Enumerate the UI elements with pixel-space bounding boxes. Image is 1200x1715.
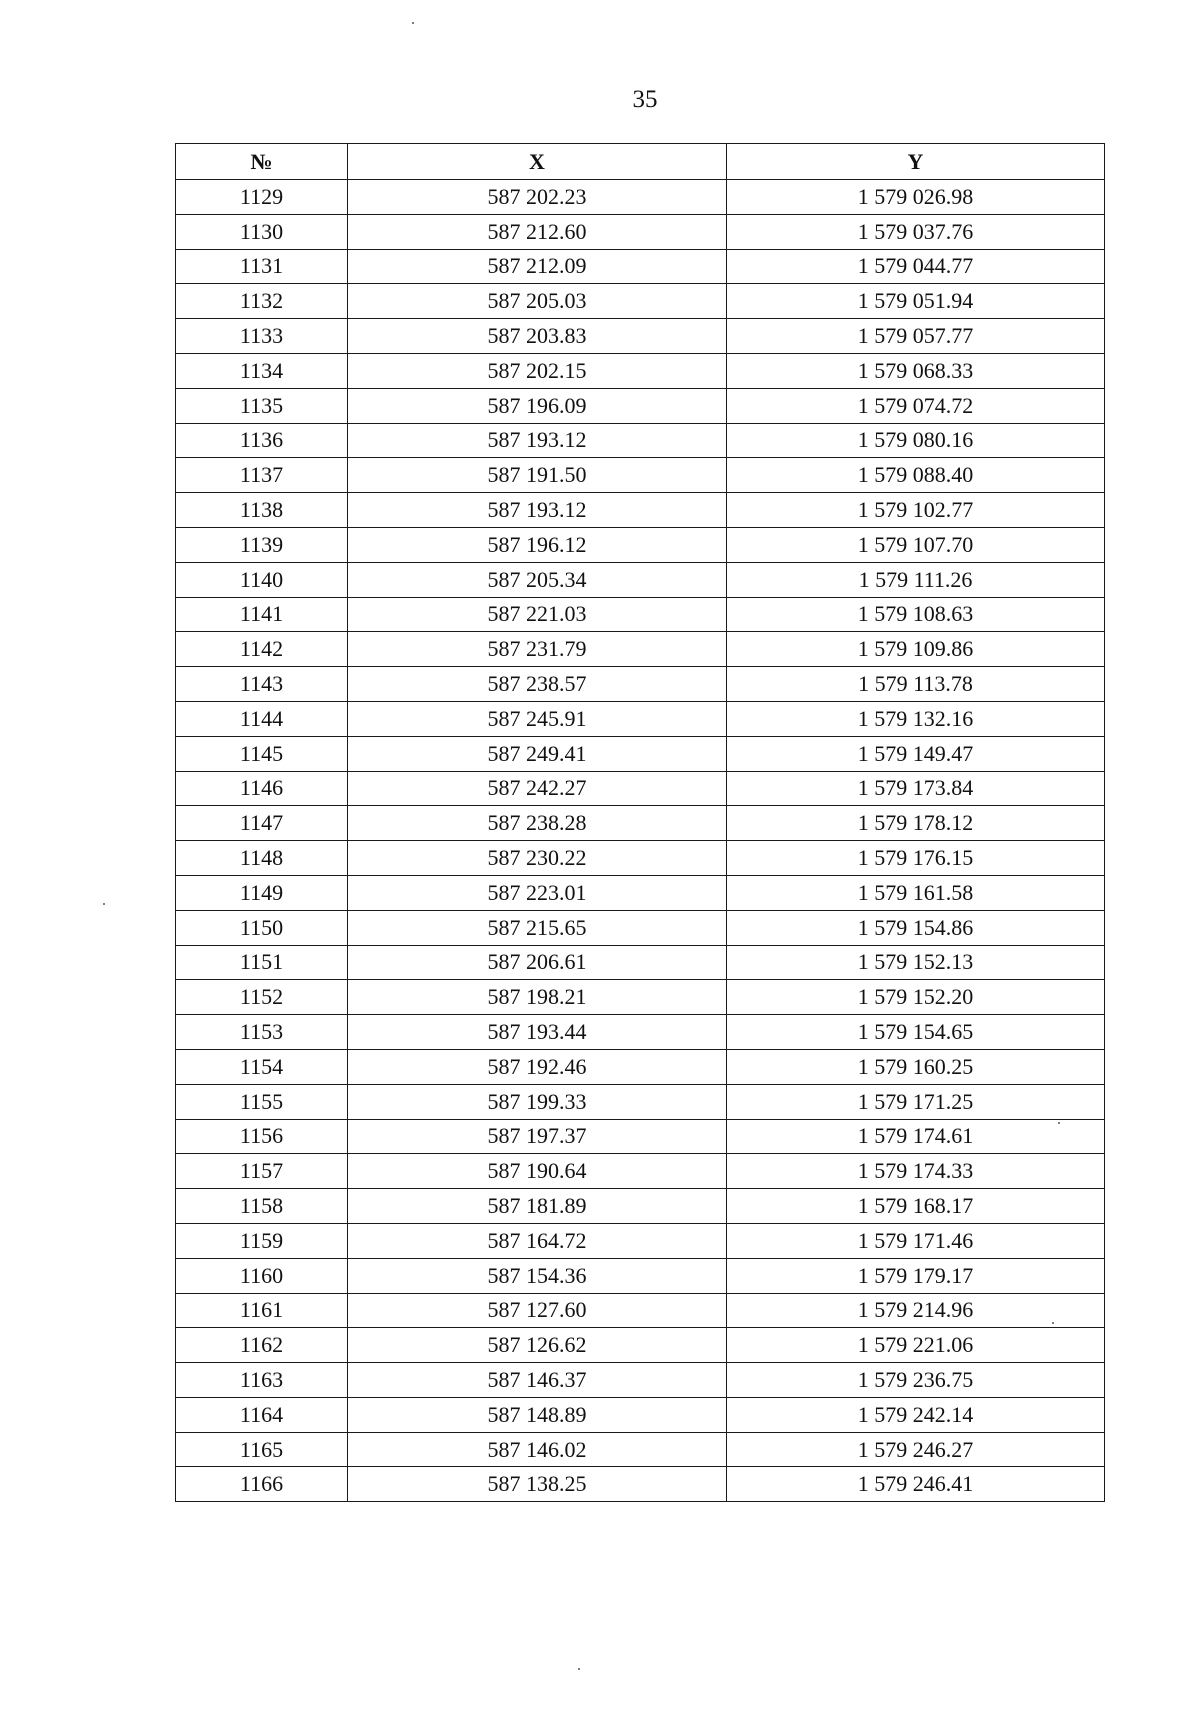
- cell-y: 1 579 111.26: [727, 562, 1105, 597]
- table-row: [176, 910, 1105, 945]
- cell-number: 1148: [176, 841, 348, 876]
- table-row: [176, 875, 1105, 910]
- cell-y: 1 579 113.78: [727, 667, 1105, 702]
- cell-x: 587 146.02: [348, 1432, 727, 1467]
- cell-number: 1133: [176, 319, 348, 354]
- cell-x: 587 198.21: [348, 980, 727, 1015]
- cell-y: 1 579 080.16: [727, 423, 1105, 458]
- cell-y: 1 579 152.20: [727, 980, 1105, 1015]
- cell-y: 1 579 154.65: [727, 1015, 1105, 1050]
- cell-number: 1151: [176, 945, 348, 980]
- cell-x: 587 202.23: [348, 180, 727, 215]
- scan-speck: [1052, 1322, 1054, 1324]
- cell-x: 587 126.62: [348, 1328, 727, 1363]
- table-row: [176, 1154, 1105, 1189]
- cell-number: 1146: [176, 771, 348, 806]
- cell-number: 1143: [176, 667, 348, 702]
- cell-number: 1162: [176, 1328, 348, 1363]
- table-row: [176, 180, 1105, 215]
- coordinates-table: [175, 143, 1105, 1502]
- cell-x: 587 196.09: [348, 388, 727, 423]
- cell-number: 1138: [176, 493, 348, 528]
- cell-number: 1141: [176, 597, 348, 632]
- cell-number: 1153: [176, 1015, 348, 1050]
- scan-speck: [412, 22, 414, 24]
- cell-number: 1142: [176, 632, 348, 667]
- cell-x: 587 205.03: [348, 284, 727, 319]
- table-row: [176, 806, 1105, 841]
- cell-y: 1 579 154.86: [727, 910, 1105, 945]
- cell-number: 1166: [176, 1467, 348, 1502]
- cell-x: 587 249.41: [348, 736, 727, 771]
- header-number: №: [176, 144, 348, 180]
- scan-speck: [103, 903, 105, 905]
- cell-y: 1 579 149.47: [727, 736, 1105, 771]
- cell-x: 587 127.60: [348, 1293, 727, 1328]
- cell-number: 1155: [176, 1084, 348, 1119]
- table-row: [176, 388, 1105, 423]
- cell-x: 587 203.83: [348, 319, 727, 354]
- page-number: 35: [632, 86, 658, 113]
- table-row: [176, 527, 1105, 562]
- table-row: [176, 562, 1105, 597]
- cell-y: 1 579 171.25: [727, 1084, 1105, 1119]
- table-row: [176, 353, 1105, 388]
- table-row: [176, 1015, 1105, 1050]
- cell-y: 1 579 152.13: [727, 945, 1105, 980]
- cell-x: 587 206.61: [348, 945, 727, 980]
- table-header: [176, 144, 1105, 180]
- cell-x: 587 197.37: [348, 1119, 727, 1154]
- cell-x: 587 193.44: [348, 1015, 727, 1050]
- cell-number: 1161: [176, 1293, 348, 1328]
- cell-number: 1158: [176, 1189, 348, 1224]
- cell-number: 1147: [176, 806, 348, 841]
- cell-x: 587 193.12: [348, 493, 727, 528]
- cell-number: 1145: [176, 736, 348, 771]
- cell-number: 1135: [176, 388, 348, 423]
- cell-number: 1136: [176, 423, 348, 458]
- table-row: [176, 945, 1105, 980]
- table-body: [176, 180, 1105, 1502]
- cell-number: 1137: [176, 458, 348, 493]
- cell-number: 1159: [176, 1223, 348, 1258]
- table-row: [176, 319, 1105, 354]
- table-row: [176, 1363, 1105, 1398]
- cell-number: 1130: [176, 214, 348, 249]
- cell-y: 1 579 132.16: [727, 701, 1105, 736]
- table-row: [176, 458, 1105, 493]
- cell-x: 587 202.15: [348, 353, 727, 388]
- cell-y: 1 579 051.94: [727, 284, 1105, 319]
- cell-x: 587 212.09: [348, 249, 727, 284]
- cell-x: 587 238.28: [348, 806, 727, 841]
- cell-y: 1 579 176.15: [727, 841, 1105, 876]
- table-row: [176, 980, 1105, 1015]
- cell-x: 587 192.46: [348, 1049, 727, 1084]
- cell-number: 1157: [176, 1154, 348, 1189]
- cell-x: 587 146.37: [348, 1363, 727, 1398]
- table-row: [176, 597, 1105, 632]
- table-row: [176, 1328, 1105, 1363]
- cell-number: 1163: [176, 1363, 348, 1398]
- cell-x: 587 231.79: [348, 632, 727, 667]
- cell-number: 1129: [176, 180, 348, 215]
- table-row: [176, 1467, 1105, 1502]
- cell-y: 1 579 037.76: [727, 214, 1105, 249]
- cell-x: 587 242.27: [348, 771, 727, 806]
- cell-x: 587 245.91: [348, 701, 727, 736]
- cell-y: 1 579 074.72: [727, 388, 1105, 423]
- cell-y: 1 579 214.96: [727, 1293, 1105, 1328]
- table-row: [176, 736, 1105, 771]
- table-row: [176, 249, 1105, 284]
- cell-y: 1 579 161.58: [727, 875, 1105, 910]
- cell-number: 1150: [176, 910, 348, 945]
- cell-x: 587 181.89: [348, 1189, 727, 1224]
- table-row: [176, 1084, 1105, 1119]
- cell-x: 587 238.57: [348, 667, 727, 702]
- cell-y: 1 579 107.70: [727, 527, 1105, 562]
- cell-number: 1152: [176, 980, 348, 1015]
- cell-x: 587 148.89: [348, 1397, 727, 1432]
- table-row: [176, 1258, 1105, 1293]
- table-row: [176, 701, 1105, 736]
- cell-x: 587 221.03: [348, 597, 727, 632]
- cell-number: 1139: [176, 527, 348, 562]
- cell-number: 1132: [176, 284, 348, 319]
- table-row: [176, 841, 1105, 876]
- cell-y: 1 579 174.61: [727, 1119, 1105, 1154]
- cell-y: 1 579 026.98: [727, 180, 1105, 215]
- cell-x: 587 196.12: [348, 527, 727, 562]
- cell-y: 1 579 057.77: [727, 319, 1105, 354]
- table-row: [176, 423, 1105, 458]
- cell-y: 1 579 179.17: [727, 1258, 1105, 1293]
- cell-number: 1160: [176, 1258, 348, 1293]
- cell-y: 1 579 174.33: [727, 1154, 1105, 1189]
- scan-speck: [578, 1668, 580, 1670]
- cell-x: 587 191.50: [348, 458, 727, 493]
- cell-number: 1131: [176, 249, 348, 284]
- table-row: [176, 1119, 1105, 1154]
- table-row: [176, 632, 1105, 667]
- cell-y: 1 579 242.14: [727, 1397, 1105, 1432]
- table-row: [176, 1189, 1105, 1224]
- cell-number: 1149: [176, 875, 348, 910]
- cell-number: 1144: [176, 701, 348, 736]
- cell-number: 1154: [176, 1049, 348, 1084]
- cell-x: 587 215.65: [348, 910, 727, 945]
- table-row: [176, 493, 1105, 528]
- cell-number: 1165: [176, 1432, 348, 1467]
- cell-x: 587 230.22: [348, 841, 727, 876]
- cell-number: 1164: [176, 1397, 348, 1432]
- cell-x: 587 199.33: [348, 1084, 727, 1119]
- table-row: [176, 1432, 1105, 1467]
- table-row: [176, 214, 1105, 249]
- cell-number: 1140: [176, 562, 348, 597]
- cell-x: 587 193.12: [348, 423, 727, 458]
- table-row: [176, 667, 1105, 702]
- cell-y: 1 579 178.12: [727, 806, 1105, 841]
- cell-number: 1156: [176, 1119, 348, 1154]
- cell-y: 1 579 173.84: [727, 771, 1105, 806]
- table-row: [176, 1049, 1105, 1084]
- table-row: [176, 284, 1105, 319]
- cell-y: 1 579 246.41: [727, 1467, 1105, 1502]
- header-row: [176, 144, 1105, 180]
- cell-y: 1 579 236.75: [727, 1363, 1105, 1398]
- cell-y: 1 579 221.06: [727, 1328, 1105, 1363]
- header-y: Y: [727, 144, 1105, 180]
- cell-y: 1 579 102.77: [727, 493, 1105, 528]
- scan-speck: [1058, 1122, 1060, 1124]
- cell-x: 587 205.34: [348, 562, 727, 597]
- table-row: [176, 1223, 1105, 1258]
- cell-x: 587 138.25: [348, 1467, 727, 1502]
- cell-y: 1 579 088.40: [727, 458, 1105, 493]
- cell-y: 1 579 246.27: [727, 1432, 1105, 1467]
- cell-x: 587 154.36: [348, 1258, 727, 1293]
- cell-y: 1 579 171.46: [727, 1223, 1105, 1258]
- cell-x: 587 190.64: [348, 1154, 727, 1189]
- cell-x: 587 164.72: [348, 1223, 727, 1258]
- cell-x: 587 212.60: [348, 214, 727, 249]
- cell-x: 587 223.01: [348, 875, 727, 910]
- table-row: [176, 771, 1105, 806]
- cell-y: 1 579 160.25: [727, 1049, 1105, 1084]
- cell-y: 1 579 068.33: [727, 353, 1105, 388]
- table-row: [176, 1397, 1105, 1432]
- cell-number: 1134: [176, 353, 348, 388]
- cell-y: 1 579 168.17: [727, 1189, 1105, 1224]
- cell-y: 1 579 109.86: [727, 632, 1105, 667]
- header-x: X: [348, 144, 727, 180]
- cell-y: 1 579 044.77: [727, 249, 1105, 284]
- table-row: [176, 1293, 1105, 1328]
- cell-y: 1 579 108.63: [727, 597, 1105, 632]
